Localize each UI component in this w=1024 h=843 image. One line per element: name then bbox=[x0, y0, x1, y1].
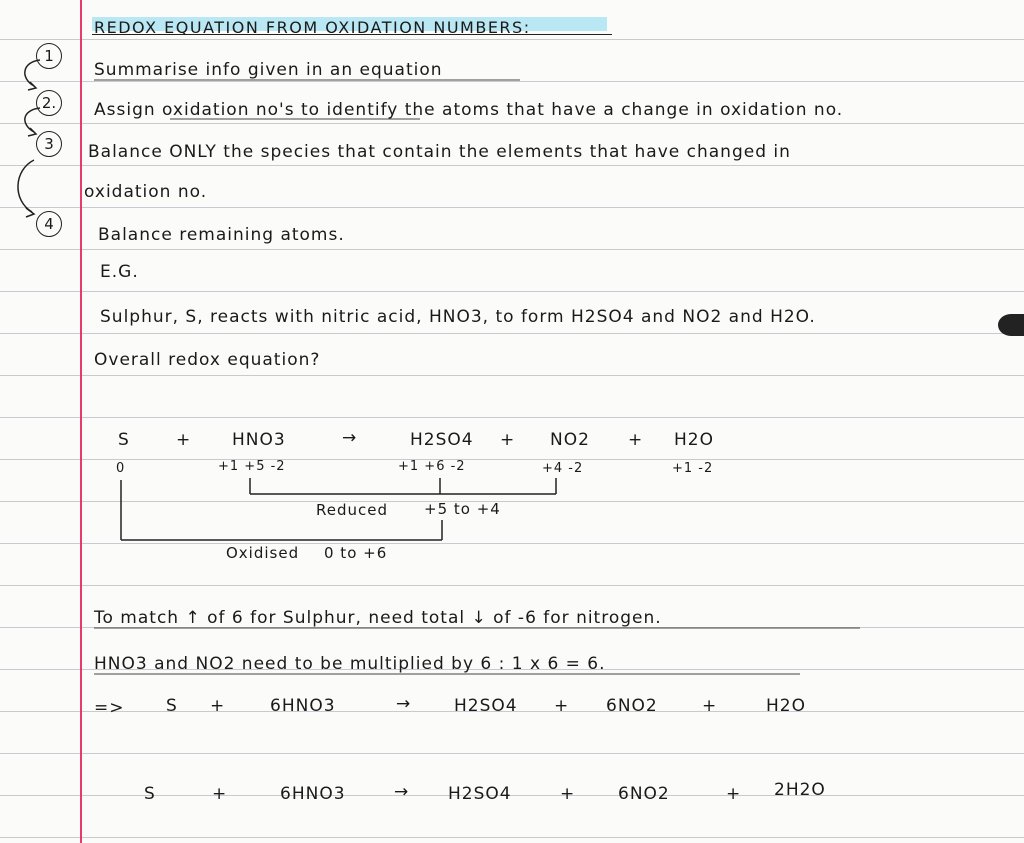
eq3-species-h2so4: H2SO4 bbox=[448, 784, 512, 804]
reduced-label: Reduced bbox=[316, 501, 389, 519]
eq1-plus: + bbox=[500, 430, 516, 450]
eq2-species-hno3: 6HNO3 bbox=[270, 696, 336, 716]
arrow-head-icon bbox=[26, 208, 34, 217]
eq2-species-s: S bbox=[166, 696, 178, 716]
eq2-plus: + bbox=[210, 696, 226, 716]
eq3-species-no2: 6NO2 bbox=[618, 784, 670, 804]
step-number-4: 4 bbox=[36, 211, 62, 237]
eq2-species-h2so4: H2SO4 bbox=[454, 696, 518, 716]
step-3-text: Balance ONLY the species that contain the elements that have changed in bbox=[88, 142, 791, 162]
step-3-text-continued: oxidation no. bbox=[84, 182, 208, 202]
eq1-species-hno3: HNO3 bbox=[232, 430, 286, 450]
eq1-plus: + bbox=[628, 430, 644, 450]
reduced-change: +5 to +4 bbox=[424, 500, 501, 518]
eq1-species-h2so4: H2SO4 bbox=[410, 430, 474, 450]
eq1-species-no2: NO2 bbox=[550, 430, 590, 450]
eq1-species-h2o: H2O bbox=[674, 430, 714, 450]
arrow-head-icon bbox=[28, 82, 36, 90]
eq3-plus: + bbox=[560, 784, 576, 804]
eg-label: E.G. bbox=[100, 262, 139, 282]
ox-numbers-h2so4: +1 +6 -2 bbox=[398, 459, 466, 474]
ox-numbers-hno3: +1 +5 -2 bbox=[218, 459, 286, 474]
step-number-1: 1 bbox=[36, 43, 62, 69]
eq2-plus: + bbox=[554, 696, 570, 716]
match-line: To match ↑ of 6 for Sulphur, need total ↓ of -6 for nitrogen. bbox=[94, 608, 662, 628]
arrow-head-icon bbox=[28, 128, 36, 136]
eq3-species-hno3: 6HNO3 bbox=[280, 784, 346, 804]
eq3-plus: + bbox=[726, 784, 742, 804]
ox-number-s: 0 bbox=[116, 461, 126, 476]
oxidised-change: 0 to +6 bbox=[324, 544, 388, 562]
eq3-species-s: S bbox=[144, 784, 156, 804]
problem-statement: Sulphur, S, reacts with nitric acid, HNO3, to form H2SO4 and NO2 and H2O. bbox=[100, 307, 816, 327]
step-2-text: Assign oxidation no's to identify the atoms that have a change in oxidation no. bbox=[94, 100, 844, 120]
eq1-plus: + bbox=[176, 430, 192, 450]
eq2-implies: => bbox=[94, 698, 125, 718]
ox-numbers-h2o: +1 -2 bbox=[672, 461, 714, 476]
step-4-text: Balance remaining atoms. bbox=[98, 225, 345, 245]
ox-numbers-no2: +4 -2 bbox=[542, 461, 584, 476]
overall-label: Overall redox equation? bbox=[94, 350, 321, 370]
eq3-arrow: → bbox=[394, 782, 410, 802]
eq2-species-h2o: H2O bbox=[766, 696, 806, 716]
page-shadow bbox=[998, 314, 1024, 336]
step-number-3: 3 bbox=[36, 131, 62, 157]
curved-arrow-icon bbox=[25, 108, 40, 132]
page-title: REDOX EQUATION FROM OXIDATION NUMBERS: bbox=[94, 18, 531, 37]
eq3-plus: + bbox=[212, 784, 228, 804]
multiply-line: HNO3 and NO2 need to be multiplied by 6 : 1 x 6 = 6. bbox=[94, 654, 606, 674]
eq2-arrow: → bbox=[396, 694, 412, 714]
eq3-species-h2o: 2H2O bbox=[774, 780, 826, 800]
step-number-2: 2. bbox=[36, 90, 62, 116]
eq1-arrow: → bbox=[342, 428, 358, 448]
oxidised-label: Oxidised bbox=[226, 544, 300, 562]
eq2-plus: + bbox=[702, 696, 718, 716]
step-1-text: Summarise info given in an equation bbox=[94, 60, 443, 80]
curved-arrow-icon bbox=[18, 160, 34, 212]
margin-line bbox=[80, 0, 82, 843]
eq2-species-no2: 6NO2 bbox=[606, 696, 658, 716]
eq1-species-s: S bbox=[118, 430, 130, 450]
